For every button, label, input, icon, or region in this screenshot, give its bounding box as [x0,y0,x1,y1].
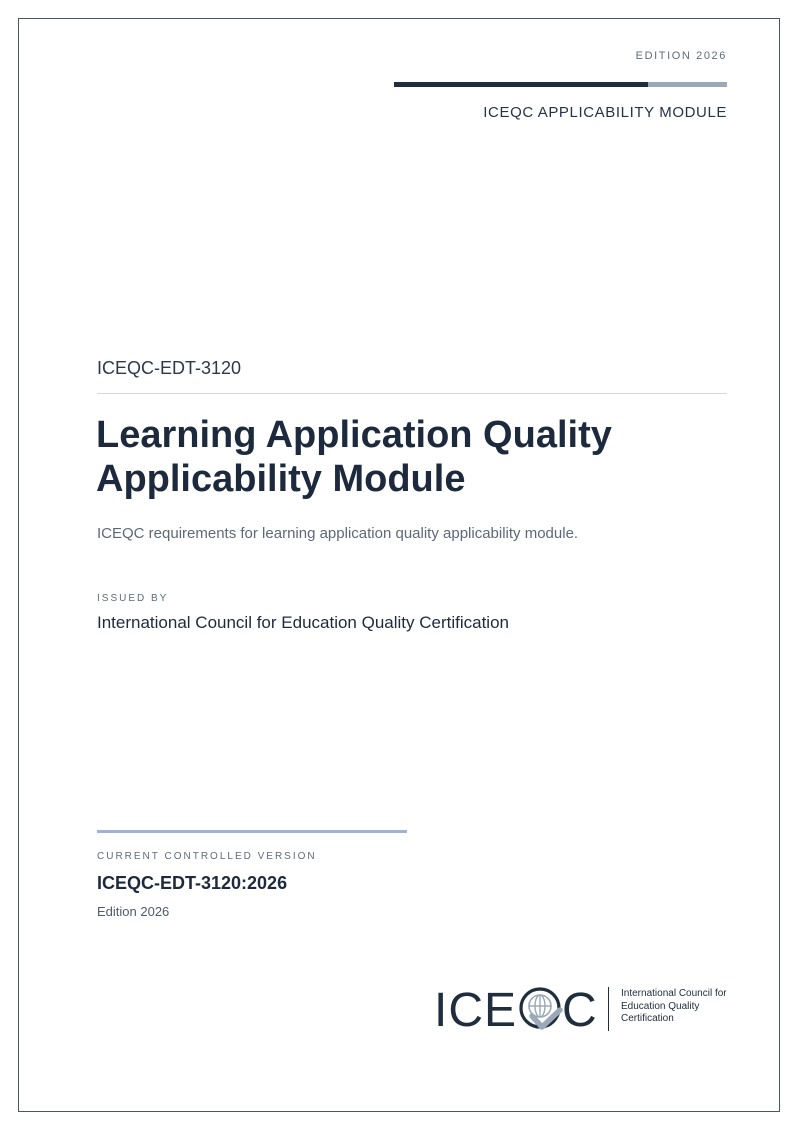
issued-by-label: ISSUED BY [97,593,169,604]
logo-divider [608,987,609,1031]
globe-check-icon [521,989,560,1027]
header-rule [394,82,727,87]
logo-letters-left: ICE [434,984,518,1037]
logo-text [621,988,741,1026]
document-subtitle: ICEQC requirements for learning application quality applicability module. [97,525,579,542]
issuer-name: International Council for Education Quality Certification [97,613,509,632]
logo-letter-right: C [562,984,597,1037]
version-edition: Edition 2026 [97,904,170,919]
page-frame [18,18,780,1112]
document-title-line-1: Learning Application Quality [96,414,612,456]
document-code: ICEQC-EDT-3120 [97,358,242,378]
version-label: CURRENT CONTROLLED VERSION [97,851,317,862]
document-title [96,413,716,501]
module-label: ICEQC APPLICABILITY MODULE [483,104,727,121]
version-rule [97,830,407,833]
version-code: ICEQC-EDT-3120:2026 [97,873,288,893]
logo-text-line-3: Certification [621,1013,674,1024]
title-divider [97,393,727,394]
logo-text-line-2: Education Quality [621,1000,700,1012]
logo-text-line-1: International Council for [621,988,727,999]
iceqc-logo-wordmark [434,982,602,1038]
header-rule-light [648,82,727,87]
iceqc-logo [434,982,734,1038]
edition-label: EDITION 2026 [635,50,727,62]
header-rule-dark [394,82,648,87]
document-title-line-2: Applicability Module [96,458,466,500]
